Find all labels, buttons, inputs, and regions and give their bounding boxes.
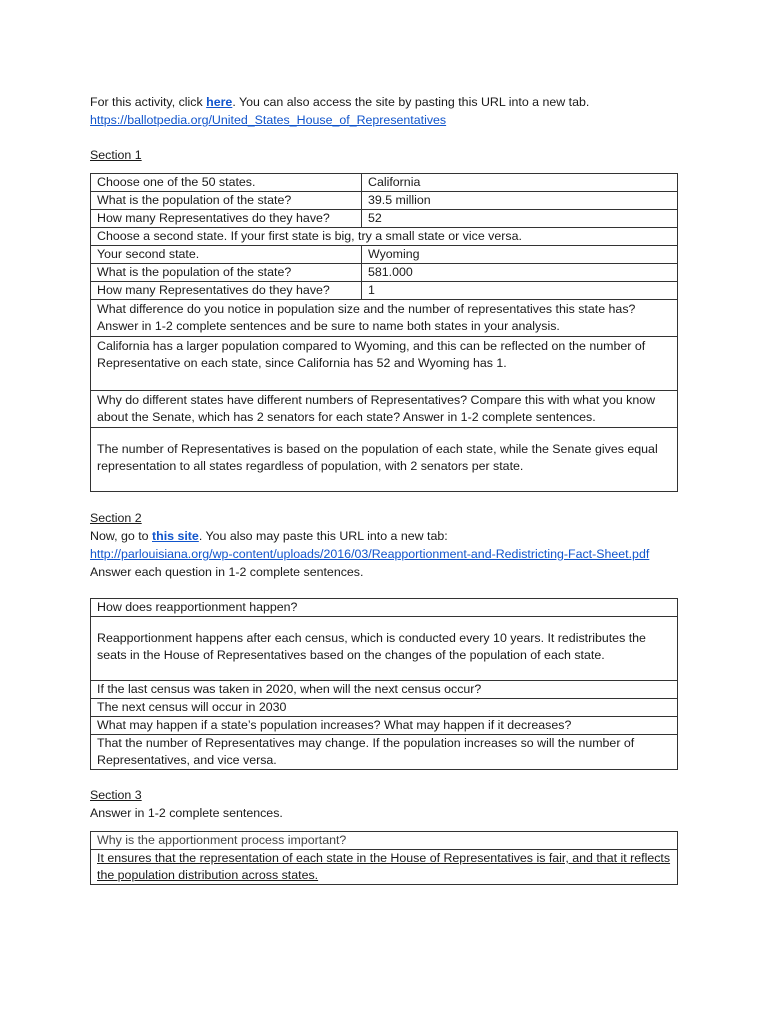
section-2-title: Section 2 [90, 511, 142, 525]
why-question: Why do different states have different numbers of Representatives? Compare this with what you know about the Senate, which has 2 senators for each state? Answer in 1-2 complete sentences. [91, 391, 678, 428]
table-row [91, 599, 678, 617]
fact-sheet-url-link[interactable]: http://parlouisiana.org/wp-content/uploads/2016/03/Reapportionment-and-Redistricting-Fact-Sheet.pdf [90, 547, 650, 561]
intro-line [90, 93, 678, 111]
table-row [91, 300, 678, 337]
question-cell: Why is the apportionment process important? [91, 832, 678, 850]
section-3-instruction: Answer in 1-2 complete sentences. [90, 806, 283, 820]
section-2-table [90, 598, 678, 770]
table-row [91, 717, 678, 735]
table-row [91, 210, 678, 228]
this-site-link[interactable]: this site [152, 529, 199, 543]
table-row [91, 617, 678, 681]
table-row [91, 264, 678, 282]
answer-cell[interactable]: Reapportionment happens after each census, which is conducted every 10 years. It redistributes the seats in the House of Representatives based on the changes of the population of each state. [91, 617, 678, 681]
table-row [91, 699, 678, 717]
answer-cell[interactable]: California [362, 174, 678, 192]
intro-suffix: . You can also access the site by pasting this URL into a new tab. [232, 95, 590, 109]
answer-cell[interactable]: 39.5 million [362, 192, 678, 210]
table-row [91, 391, 678, 428]
question-cell: Your second state. [91, 246, 362, 264]
table-row [91, 192, 678, 210]
table-row [91, 735, 678, 770]
question-cell: What may happen if a state’s population increases? What may happen if it decreases? [91, 717, 678, 735]
table-row [91, 228, 678, 246]
question-cell: How many Representatives do they have? [91, 282, 362, 300]
question-cell: How many Representatives do they have? [91, 210, 362, 228]
table-row [91, 337, 678, 391]
table-row [91, 246, 678, 264]
question-cell: What is the population of the state? [91, 264, 362, 282]
section-2-prefix: Now, go to [90, 529, 152, 543]
answer-cell[interactable]: 1 [362, 282, 678, 300]
section-1-title: Section 1 [90, 148, 142, 162]
document-page [90, 93, 678, 885]
question-cell: Choose one of the 50 states. [91, 174, 362, 192]
answer-cell[interactable]: That the number of Representatives may change. If the population increases so will the number of Representatives, and vice versa. [91, 735, 678, 770]
table-row [91, 832, 678, 850]
why-answer[interactable]: The number of Representatives is based on the population of each state, while the Senate gives equal representation to all states regardless of population, with 2 senators per state. [91, 428, 678, 492]
section-2-intro [90, 527, 678, 545]
question-cell: If the last census was taken in 2020, when will the next census occur? [91, 681, 678, 699]
question-cell: What is the population of the state? [91, 192, 362, 210]
section-1-table [90, 173, 678, 492]
difference-question: What difference do you notice in population size and the number of representatives this state has? Answer in 1-2 complete sentences and be sure to name both states in your analysis. [91, 300, 678, 337]
table-row [91, 850, 678, 885]
section-2-instruction: Answer each question in 1-2 complete sentences. [90, 565, 364, 579]
answer-cell[interactable]: It ensures that the representation of each state in the House of Representatives is fair, and that it reflects the population distribution across states. [91, 850, 678, 885]
answer-cell[interactable]: 581.000 [362, 264, 678, 282]
answer-cell[interactable]: 52 [362, 210, 678, 228]
difference-answer[interactable]: California has a larger population compared to Wyoming, and this can be reflected on the number of Representative on each state, since California has 52 and Wyoming has 1. [91, 337, 678, 391]
ballotpedia-url-link[interactable]: https://ballotpedia.org/United_States_House_of_Representatives [90, 113, 447, 127]
answer-cell[interactable]: Wyoming [362, 246, 678, 264]
table-row [91, 428, 678, 492]
section-3-table [90, 831, 678, 885]
table-row [91, 681, 678, 699]
answer-cell[interactable]: The next census will occur in 2030 [91, 699, 678, 717]
section-3-title: Section 3 [90, 788, 142, 802]
table-row [91, 174, 678, 192]
question-cell: How does reapportionment happen? [91, 599, 678, 617]
intro-prefix: For this activity, click [90, 95, 207, 109]
table-row [91, 282, 678, 300]
second-state-prompt: Choose a second state. If your first state is big, try a small state or vice versa. [91, 228, 678, 246]
here-link[interactable]: here [206, 95, 233, 109]
section-2-suffix: . You also may paste this URL into a new tab: [198, 529, 448, 543]
